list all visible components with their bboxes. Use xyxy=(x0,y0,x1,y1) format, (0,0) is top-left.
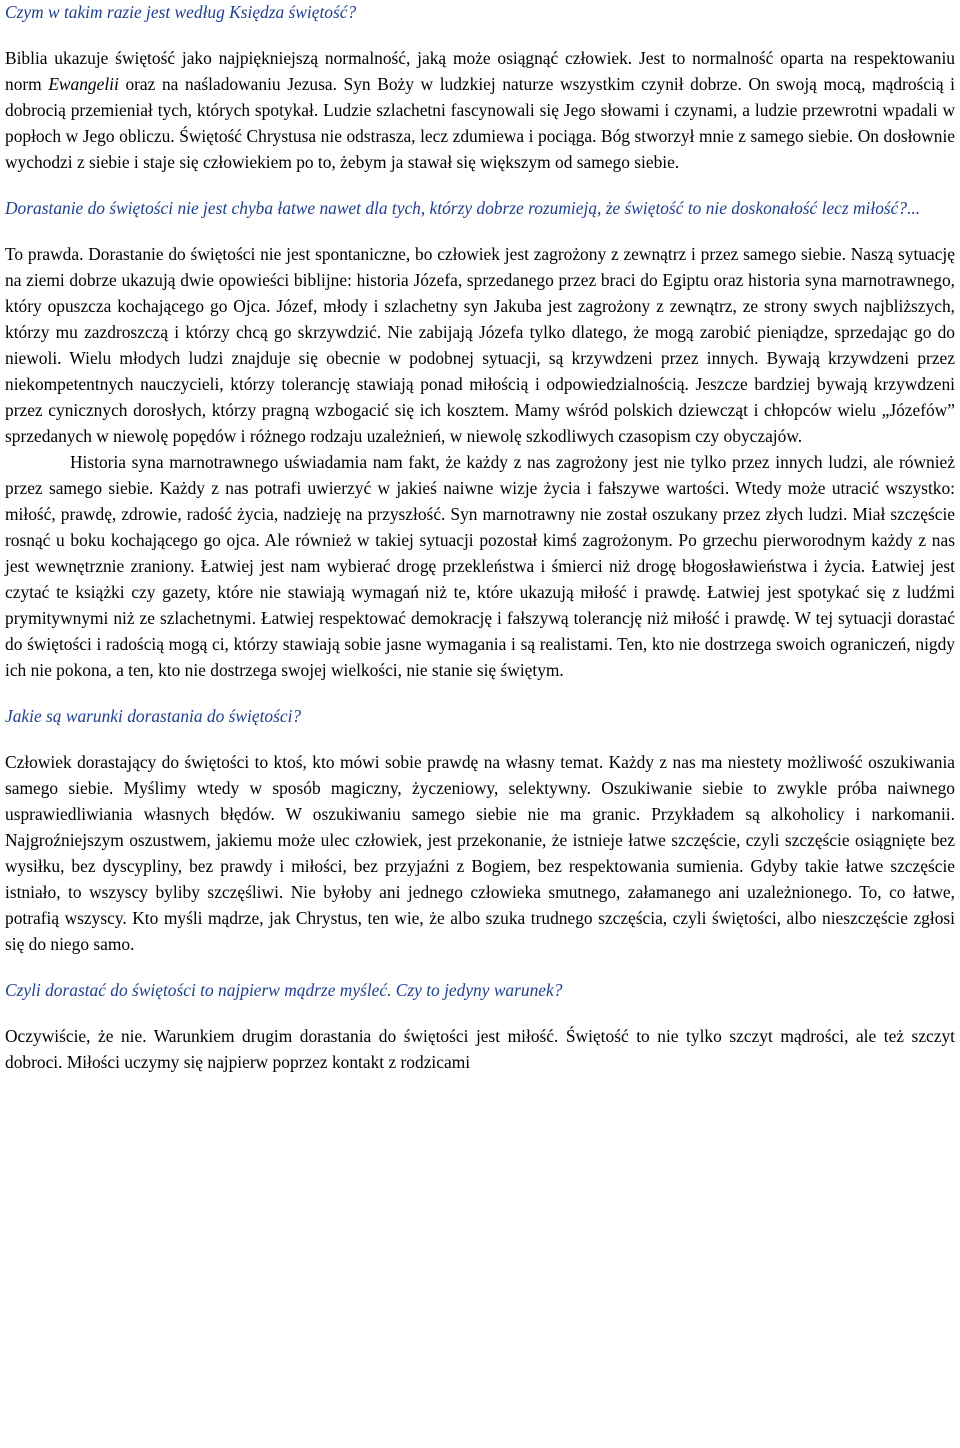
answer-1-text-a: Biblia ukazuje świętość jako najpiękniejszą normalność, jaką może osiągnąć człowiek. Jest to normalność oparta na respektowaniu norm xyxy=(5,48,955,94)
question-2: Dorastanie do świętości nie jest chyba łatwe nawet dla tych, którzy dobrze rozumieją, że świętość to nie doskonałość lecz miłość?... xyxy=(5,198,921,218)
answer-1-emphasis: Ewangelii xyxy=(48,74,119,94)
answer-4-paragraph: Oczywiście, że nie. Warunkiem drugim dorastania do świętości jest miłość. Świętość to nie tylko szczyt mądrości, ale też szczyt dobroci. Miłości uczymy się najpierw poprzez kontakt z rodzicami xyxy=(5,1026,955,1072)
question-3: Jakie są warunki dorastania do świętości? xyxy=(5,706,302,726)
answer-1-text-b: oraz na naśladowaniu Jezusa. Syn Boży w ludzkiej naturze wszystkim czynił dobrze. On swoją mocą, mądrością i dobrocią przemieniał tych, których spotykał. Ludzie szlachetni fascynowali się Jego słowami i czynami, a ludzie przewrotni wpadali w popłoch w Jego obliczu. Świętość Chrystusa nie odstrasza, lecz zdumiewa i pociąga. Bóg stworzył mnie z samego siebie. On dosłownie wychodzi z siebie i staje się człowiekiem po to, żebym ja stawał się większym od samego siebie. xyxy=(5,74,955,172)
document-page xyxy=(5,0,955,1075)
answer-2-paragraph-1: To prawda. Dorastanie do świętości nie jest spontaniczne, bo człowiek jest zagrożony z zewnątrz i przez samego siebie. Naszą sytuację na ziemi dobrze ukazują dwie opowieści biblijne: historia Józefa, sprzedanego przez braci do Egiptu oraz historia syna marnotrawnego, który opuszcza kochającego go Ojca. Józef, młody i szlachetny syn Jakuba jest zagrożony z zewnątrz, ze strony swych najbliższych, którzy mu zazdroszczą i którzy chcą go skrzywdzić. Nie zabijają Józefa tylko dlatego, że mogą zarobić pieniądze, sprzedając go do niewoli. Wielu młodych ludzi znajduje się obecnie w podobnej sytuacji, są krzywdzeni przez innych. Bywają krzywdzeni przez niekompetentnych nauczycieli, którzy tolerancję stawiają ponad miłością i odpowiedzialnością. Jeszcze bardziej bywają krzywdzeni przez cynicznych dorosłych, którzy pragną wzbogacić się ich kosztem. Mamy wśród polskich dziewcząt i chłopców wielu „Józefów” sprzedanych w niewolę popędów i różnego rodzaju uzależnień, w niewolę szkodliwych czasopism czy obyczajów. xyxy=(5,244,955,446)
answer-1-paragraph xyxy=(5,45,955,175)
answer-3-paragraph: Człowiek dorastający do świętości to ktoś, kto mówi sobie prawdę na własny temat. Każdy z nas ma niestety możliwość oszukiwania samego siebie. Myślimy wtedy w sposób magiczny, życzeniowy, selektywny. Oszukiwanie siebie to zwykle próba naiwnego usprawiedliwiania własnych błędów. W oszukiwaniu samego siebie nie ma granic. Przykładem są alkoholicy i narkomanii. Najgroźniejszym oszustwem, jakiemu może ulec człowiek, jest przekonanie, że istnieje łatwe szczęście, czyli szczęście osiągnięte bez wysiłku, bez dyscypliny, bez prawdy i miłości, bez przyjaźni z Bogiem, bez respektowania sumienia. Gdyby takie łatwe szczęście istniało, to wszyscy byliby szczęśliwi. Nie byłoby ani jednego człowieka smutnego, załamanego ani uzależnionego. To, co łatwe, potrafią wszyscy. Kto myśli mądrze, jak Chrystus, ten wie, że albo szuka trudnego szczęścia, czyli świętości, albo nieszczęście zgłosi się do niego samo. xyxy=(5,752,955,954)
answer-2-paragraph-2: Historia syna marnotrawnego uświadamia nam fakt, że każdy z nas zagrożony jest nie tylko przez innych ludzi, ale również przez samego siebie. Każdy z nas potrafi uwierzyć w jakieś naiwne wizje życia i fałszywe wartości. Wtedy może utracić wszystko: miłość, prawdę, zdrowie, radość życia, nadzieję na przyszłość. Syn marnotrawny nie został oszukany przez złych ludzi. Miał szczęście rosnąć u boku kochającego go ojca. Ale również w takiej sytuacji pozostał kimś zagrożonym. Po grzechu pierworodnym każdy z nas jest wewnętrznie zraniony. Łatwiej jest nam wybierać drogę przekleństwa i śmierci niż drogę błogosławieństwa i życia. Łatwiej jest czytać te książki czy gazety, które nie stawiają wymagań niż te, które ukazują miłość i prawdę. Łatwiej jest spotykać się z ludźmi prymitywnymi niż ze szlachetnymi. Łatwiej respektować demokrację i fałszywą tolerancję niż miłość i prawdę. W tej sytuacji dorastać do świętości i radością mogą ci, którzy stawiają sobie jasne wymagania i są realistami. Ten, kto nie dostrzega swoich ograniczeń, nigdy ich nie pokona, a ten, kto nie dostrzega swojej wielkości, nie stanie się świętym. xyxy=(5,452,955,680)
question-1: Czym w takim razie jest według Księdza świętość? xyxy=(5,2,357,22)
question-4: Czyli dorastać do świętości to najpierw mądrze myśleć. Czy to jedyny warunek? xyxy=(5,980,563,1000)
